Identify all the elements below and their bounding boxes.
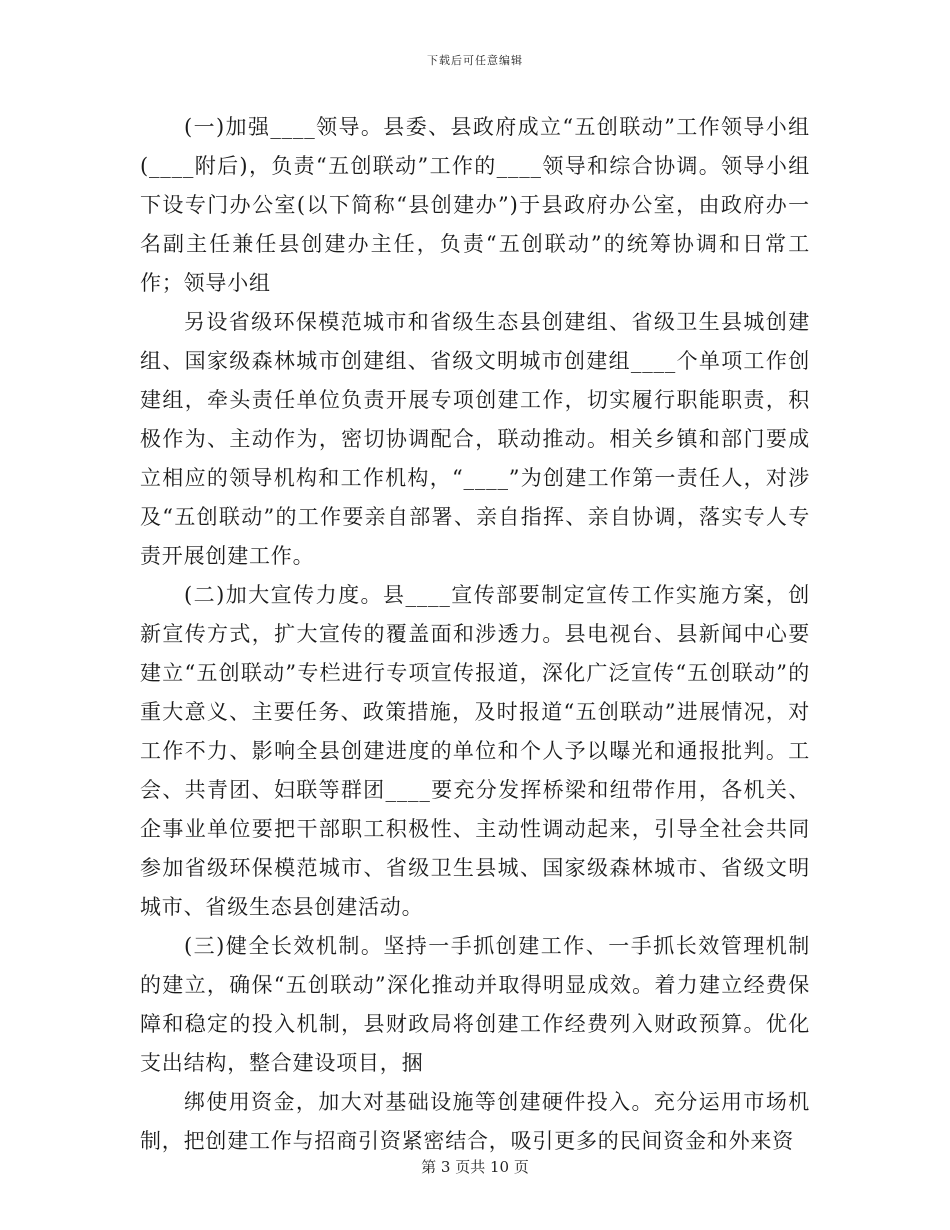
paragraph-3: (二)加大宣传力度。县____宣传部要制定宣传工作实施方案，创新宣传方式，扩大宣传的覆盖面和涉透力。县电视台、县新闻中心要建立“五创联动”专栏进行专项宣传报道，深化广泛宣传“五创联动”的重大意义、主要任务、政策措施，及时报道“五创联动”进展情况，对工作不力、影响全县创建进度的单位和个人予以曝光和通报批判。工会、共青团、妇联等群团____要充分发挥桥梁和纽带作用，各机关、企事业单位要把干部职工积极性、主动性调动起来，引导全社会共同参加省级环保模范城市、省级卫生县城、国家级森林城市、省级文明城市、省级生态县创建活动。 bbox=[140, 583, 810, 919]
page-header-note: 下载后可任意编辑 bbox=[427, 54, 523, 67]
document-body bbox=[140, 108, 810, 1161]
paragraph-2: 另设省级环保模范城市和省级生态县创建组、省级卫生县城创建组、国家级森林城市创建组、省级文明城市创建组____个单项工作创建组，牵头责任单位负责开展专项创建工作，切实履行职能职责，积极作为、主动作为，密切协调配合，联动推动。相关乡镇和部门要成立相应的领导机构和工作机构，“____”为创建工作第一责任人，对涉及“五创联动”的工作要亲自部署、亲自指挥、亲自协调，落实专人专责开展创建工作。 bbox=[140, 310, 810, 568]
paragraph-1: (一)加强____领导。县委、县政府成立“五创联动”工作领导小组(____附后)，负责“五创联动”工作的____领导和综合协调。领导小组下设专门办公室(以下简称“县创建办”)于县政府办公室，由政府办一名副主任兼任县创建办主任，负责“五创联动”的统筹协调和日常工作；领导小组 bbox=[140, 115, 810, 295]
paragraph-5: 绑使用资金，加大对基础设施等创建硬件投入。充分运用市场机制，把创建工作与招商引资紧密结合，吸引更多的民间资金和外来资 bbox=[140, 1090, 810, 1153]
page-number-footer: 第 3 页共 10 页 bbox=[421, 1158, 529, 1176]
paragraph-4: (三)健全长效机制。坚持一手抓创建工作、一手抓长效管理机制的建立，确保“五创联动”深化推动并取得明显成效。着力建立经费保障和稳定的投入机制，县财政局将创建工作经费列入财政预算。优化支出结构，整合建设项目，捆 bbox=[140, 934, 810, 1075]
